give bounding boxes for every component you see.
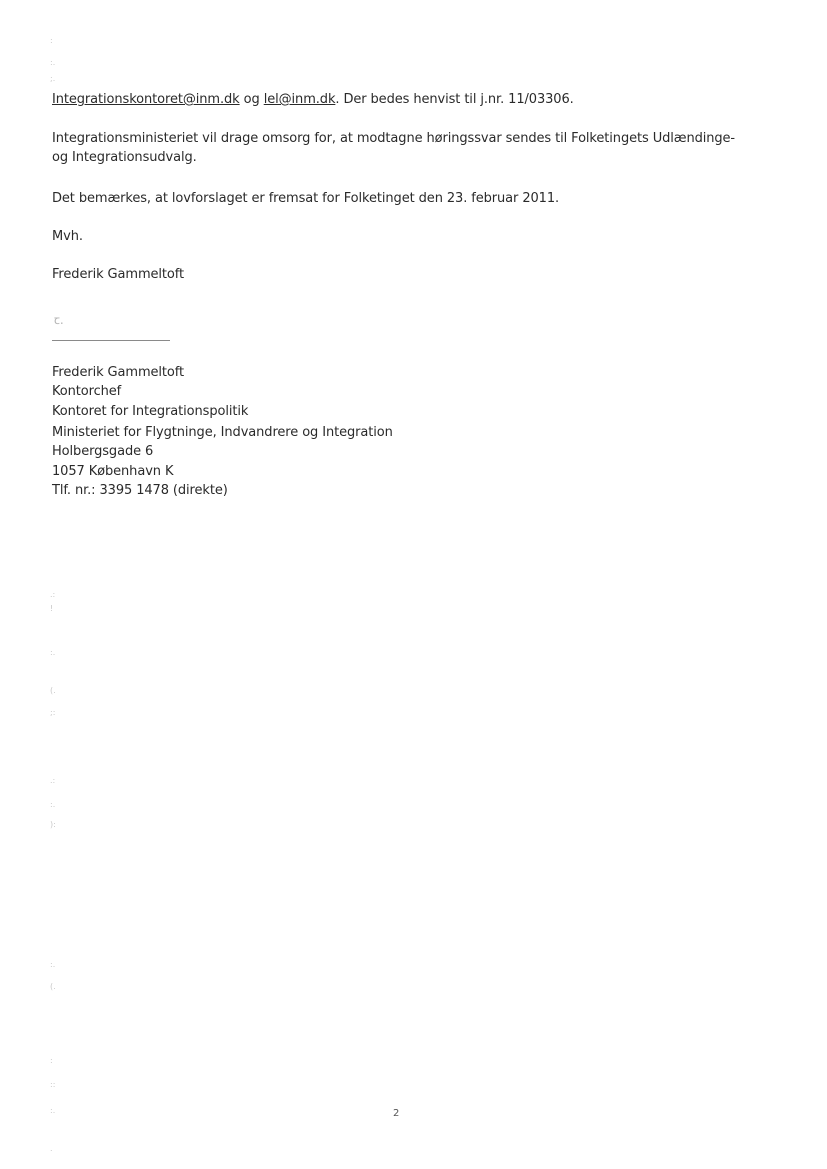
- scan-artifact: ;.: [50, 74, 56, 83]
- conjunction-text: og: [243, 92, 260, 107]
- signature-line: [52, 340, 170, 341]
- scan-artifact: !: [50, 604, 54, 613]
- signature-phone: Tlf. nr.: 3395 1478 (direkte): [52, 483, 228, 498]
- scan-artifact: ;:: [50, 708, 56, 717]
- paragraph-line: og Integrationsudvalg.: [52, 150, 197, 165]
- scan-artifact: :.: [50, 800, 56, 809]
- scan-artifact: ::: [50, 1080, 56, 1089]
- signature-title: Kontorchef: [52, 384, 122, 399]
- scan-artifact: .:: [50, 590, 56, 599]
- paragraph-line: Integrationsministeriet vil drage omsorg for, at modtagne høringssvar sendes til Folketingets Udlændinge-: [52, 131, 736, 146]
- signature-city: 1057 København K: [52, 464, 174, 479]
- scan-artifact: ):: [50, 820, 56, 829]
- scan-artifact: (.: [50, 686, 56, 695]
- paragraph-line: Det bemærkes, at lovforslaget er fremsat for Folketinget den 23. februar 2011.: [52, 191, 560, 206]
- email-reference-line: [52, 91, 574, 109]
- scan-artifact: :.: [50, 1106, 56, 1115]
- scan-artifact: .:: [50, 776, 56, 785]
- scan-artifact: .: [50, 1144, 53, 1153]
- scan-artifact: :.: [50, 648, 56, 657]
- signature-ministry: Ministeriet for Flygtninge, Indvandrere og Integration: [52, 425, 393, 440]
- scan-artifact: :: [50, 1056, 53, 1065]
- scan-artifact: (.: [50, 982, 56, 991]
- signature-name: Frederik Gammeltoft: [52, 365, 185, 380]
- page-number: 2: [393, 1108, 400, 1119]
- email-link-secondary[interactable]: lel@inm.dk: [263, 92, 336, 107]
- email-link-primary[interactable]: Integrationskontoret@inm.dk: [52, 92, 240, 107]
- signature-street: Holbergsgade 6: [52, 444, 154, 459]
- closing-text: Mvh.: [52, 229, 83, 244]
- scan-artifact: :.: [50, 960, 56, 969]
- signature-office: Kontoret for Integrationspolitik: [52, 404, 249, 419]
- scan-artifact: :: [50, 36, 53, 45]
- reference-text: . Der bedes henvist til j.nr. 11/03306.: [335, 92, 574, 107]
- scan-artifact: :.: [50, 58, 56, 67]
- signer-name: Frederik Gammeltoft: [52, 267, 185, 282]
- signature-mark: ꞇ.: [54, 313, 64, 327]
